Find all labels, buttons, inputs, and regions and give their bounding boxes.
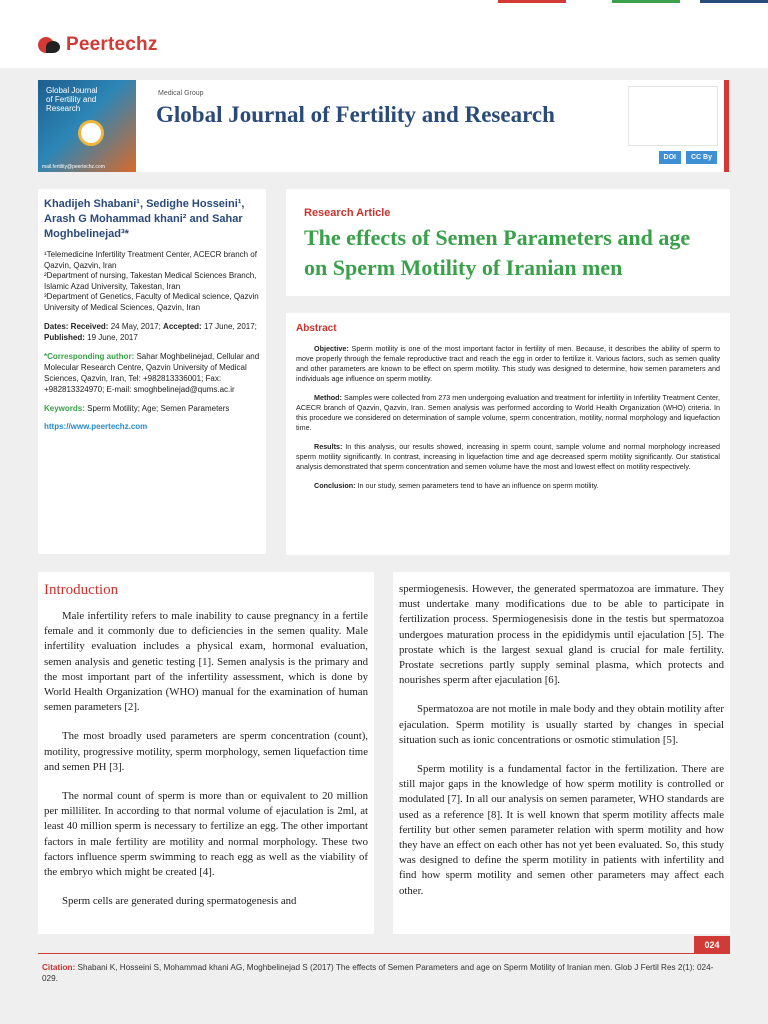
cc-by-badge[interactable]: CC By — [686, 151, 717, 164]
abstract-objective: Objective: Sperm motility is one of the most important factor in fertility of men. Because, it describes the ability of sperm to move properly through the female reproductive tract and reach the egg in order to fertilize it. Various factors, such as semen quality and other parameters are known to be effect on sperm motility. This study was designed to determine, how semen parameters and individuals age influence on sperm motility. — [296, 344, 720, 383]
peertechz-logo-icon — [38, 35, 62, 55]
cover-emblem-icon — [78, 120, 104, 146]
section-heading-introduction: Introduction — [44, 582, 119, 598]
paragraph: The normal count of sperm is more than or equivalent to 20 million per milliliter. In according to that normal volume of ejaculation is 2ml, at least 40 million sperm is necessary to fertilize an egg. The other important factors in male fertility are motility and normal morphology. These two factors influence sperm swimming to reach egg as well as the viability of the embryo which might be created [4]. — [44, 790, 368, 879]
paragraph: Male infertility refers to male inability to cause pregnancy in a fertile female and it commonly due to deficiencies in the semen quality. Male infertility evaluation includes a physical exam, hormonal evaluation, semen analysis and genetic testing [1]. Semen analysis is the primary and the most important part of the infertility assessment, which is done by World Health Organization (WHO) manual for the examination of human semen parameters [2]. — [44, 610, 368, 714]
abstract-conclusion: Conclusion: In our study, semen parameters tend to have an influence on sperm motility. — [314, 481, 599, 490]
article-title-panel — [286, 189, 730, 296]
affiliations — [44, 250, 260, 313]
citation: Citation: Shabani K, Hosseini S, Mohammad khani AG, Moghbelinejad S (2017) The effects of Semen Parameters and age on Sperm Motility of Iranian men. Glob J Fertil Res 2(1): 024-029. — [42, 963, 714, 983]
affiliation-3: ³Department of Genetics, Faculty of Medical science, Qazvin University of Medical Sciences, Qazvin, Iran — [44, 292, 259, 312]
author-names: Khadijeh Shabani¹, Sedighe Hosseini¹, Arash G Mohammad khani² and Sahar Moghbelinejad³* — [44, 198, 245, 240]
publisher-logo[interactable] — [38, 34, 158, 56]
paragraph: Sperm motility is a fundamental factor in the fertilization. There are still major gaps in the knowledge of how sperm motility is controlled or modulated [7]. In all our analysis on semen parameter, WHO standards are used as a reference [8]. It is well known that sperm motility affects male fertility but other semen parameter relation with sperm motility and how they have an effect on each other has not yet been evaluated. So, this study was designed to define the sperm motility in patients with infertility and find how sperm motility and semen other parameters may affect each other. — [399, 763, 724, 897]
paragraph: Spermatozoa are not motile in male body and they obtain motility after ejaculation. Sperm motility is usually started by changes in special situation such as ionic concentrations or osmotic stimulation [5]. — [399, 703, 724, 746]
site-header — [0, 0, 768, 68]
paragraph: The most broadly used parameters are sperm concentration (count), motility, progressive motility, sperm morphology, semen liquefaction time and semen PH [3]. — [44, 730, 368, 773]
footer-divider — [38, 953, 730, 954]
abstract-method: Method: Samples were collected from 273 men undergoing evaluation and treatment for infertility in Infertility Treatment Center, ACECR branch of Qazvin, Qazvin, Iran. Semen analysis was performed according to World Health Organization (WHO) criteria. In this procedure we considered on determination of sample volume, sperm concentration, motility, normal morphology and liquefaction time. — [296, 393, 720, 432]
abstract-heading: Abstract — [296, 323, 337, 334]
publisher-link[interactable]: https://www.peertechz.com — [44, 422, 148, 431]
top-bar-navy — [700, 0, 768, 3]
top-bar-red — [498, 0, 566, 3]
top-color-bars — [0, 0, 768, 3]
body-column-left — [38, 572, 374, 934]
abstract-results: Results: In this analysis, our results showed, increasing in sperm count, sample volume and normal morphology increased sperm motility significantly. In contrast, increasing in liquefaction time and age decreased sperm motility significantly. Our statistical analysis demonstrated that sperm concentration and semen volume have the most and lowest effect on motility respectively. — [296, 442, 720, 471]
page-footer — [0, 936, 768, 1024]
keywords: Keywords: Sperm Motility; Age; Semen Parameters — [44, 404, 230, 413]
journal-banner — [38, 80, 729, 172]
journal-title: Global Journal of Fertility and Research — [156, 102, 555, 127]
article-title: The effects of Semen Parameters and age on Sperm Motility of Iranian men — [304, 225, 691, 280]
corresponding-author: *Corresponding author: Sahar Moghbelinejad, Cellular and Molecular Research Centre, Qazvin University of Medical Sciences, Qazvin, Iran, Tel: +982813336001; Fax: +982813324970; E-mail: smoghbelinejad@qums.ac.ir — [44, 352, 260, 394]
journal-group: Medical Group — [158, 90, 204, 97]
journal-cover-image — [38, 80, 136, 172]
body-column-right — [393, 572, 730, 934]
paragraph: Sperm cells are generated during spermatogenesis and — [62, 895, 297, 908]
affiliation-2: ²Department of nursing, Takestan Medical Sciences Branch, Islamic Azad University, Takestan, Iran — [44, 271, 257, 291]
license-badges — [659, 151, 717, 164]
logo-text: Peertechz — [66, 34, 158, 55]
article-dates: Dates: Received: 24 May, 2017; Accepted: 17 June, 2017; Published: 19 June, 2017 — [44, 322, 257, 342]
top-bar-green — [612, 0, 680, 3]
cover-mail: mail.fertility@peertechz.com — [42, 164, 105, 170]
abstract-panel — [286, 313, 730, 555]
document-illustration-icon — [628, 86, 718, 146]
paragraph: spermiogenesis. However, the generated spermatozoa are immature. They must undertake many modifications due to be able to participate in fertilization process. Spermiogenesisis done in the testis but spermatozoa undergoes maturation process in the epididymis until ejaculation [5]. The prostate which is the largest sexual gland is crucial for male fertility. Prostate secretions partly supply seminal plasma, which protects and nourishes sperm after ejaculation [6]. — [399, 583, 724, 687]
article-type: Research Article — [304, 207, 391, 219]
page-number: 024 — [694, 936, 730, 954]
affiliation-1: ¹Telemedicine Infertility Treatment Center, ACECR branch of Qazvin, Qazvin, Iran — [44, 250, 257, 270]
doi-badge[interactable]: DOI — [659, 151, 681, 164]
author-info-panel — [38, 189, 266, 554]
banner-accent-bar — [724, 80, 729, 172]
cover-title: Global Journal of Fertility and Research — [46, 86, 98, 113]
